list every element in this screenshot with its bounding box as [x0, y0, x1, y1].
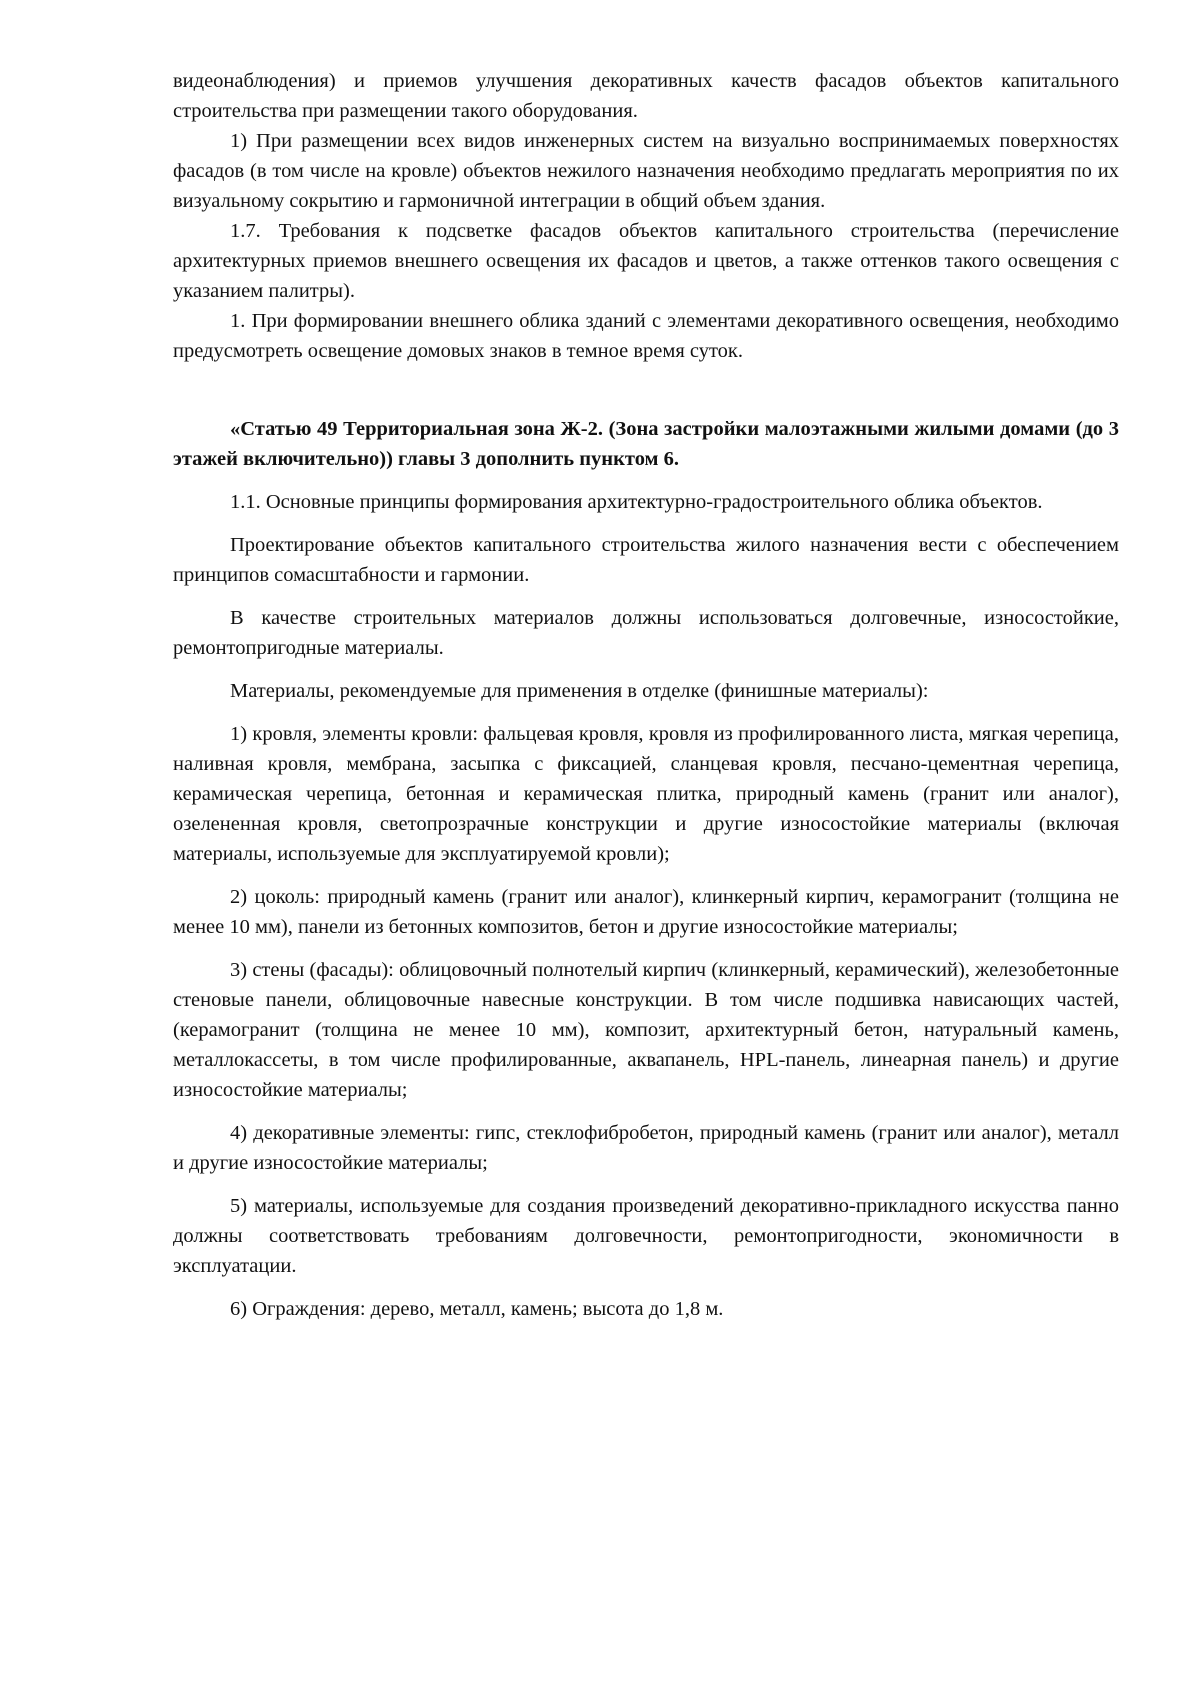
list-item-decorative-elements: 4) декоративные элементы: гипс, стеклофибробетон, природный камень (гранит или аналог), металл и другие износостойкие материалы;	[173, 1122, 1119, 1174]
paragraph-lighting-requirements: 1.7. Требования к подсветке фасадов объектов капитального строительства (перечисление архитектурных приемов внешнего освещения их фасадов и цветов, а также оттенков такого освещения с указанием палитры).	[173, 220, 1119, 302]
paragraph-intro-continuation: видеонаблюдения) и приемов улучшения декоративных качеств фасадов объектов капитального строительства при размещении такого оборудования.	[173, 70, 1119, 122]
paragraph-materials-intro: Материалы, рекомендуемые для применения в отделке (финишные материалы):	[230, 680, 929, 702]
list-item-plinth: 2) цоколь: природный камень (гранит или аналог), клинкерный кирпич, керамогранит (толщина не менее 10 мм), панели из бетонных композитов, бетон и другие износостойкие материалы;	[173, 886, 1119, 938]
paragraph-design: Проектирование объектов капитального строительства жилого назначения вести с обеспечением принципов сомасштабности и гармонии.	[173, 534, 1119, 586]
paragraph-engineering-systems: 1) При размещении всех видов инженерных систем на визуально воспринимаемых поверхностях фасадов (в том числе на кровле) объектов нежилого назначения необходимо предлагать мероприятия по их визуальному сокрытию и гармоничной интеграции в общий объем здания.	[173, 130, 1119, 212]
section-heading: «Статью 49 Территориальная зона Ж-2. (Зона застройки малоэтажными жилыми домами (до 3 этажей включительно)) главы 3 дополнить пунктом 6.	[173, 418, 1119, 470]
document-page	[173, 66, 1119, 1324]
paragraph-materials-quality: В качестве строительных материалов должны использоваться долговечные, износостойкие, ремонтопригодные материалы.	[173, 607, 1119, 659]
list-item-decorative-art: 5) материалы, используемые для создания произведений декоративно-прикладного искусства панно должны соответствовать требованиям долговечности, ремонтопригодности, экономичности в эксплуатации.	[173, 1195, 1119, 1277]
paragraph-decorative-lighting: 1. При формировании внешнего облика зданий с элементами декоративного освещения, необходимо предусмотреть освещение домовых знаков в темное время суток.	[173, 310, 1119, 362]
paragraph-principles: 1.1. Основные принципы формирования архитектурно-градостроительного облика объектов.	[230, 491, 1043, 513]
list-item-roof: 1) кровля, элементы кровли: фальцевая кровля, кровля из профилированного листа, мягкая черепица, наливная кровля, мембрана, засыпка с фиксацией, сланцевая кровля, песчано-цементная черепица, керамическая черепица, бетонная и керамическая плитка, природный камень (гранит или аналог), озелененная кровля, светопрозрачные конструкции и другие износостойкие материалы (включая материалы, используемые для эксплуатируемой кровли);	[173, 723, 1119, 865]
list-item-fences: 6) Ограждения: дерево, металл, камень; высота до 1,8 м.	[230, 1298, 724, 1320]
list-item-walls: 3) стены (фасады): облицовочный полнотелый кирпич (клинкерный, керамический), железобетонные стеновые панели, облицовочные навесные конструкции. В том числе подшивка нависающих частей, (керамогранит (толщина не менее 10 мм), композит, архитектурный бетон, натуральный камень, металлокассеты, в том числе профилированные, аквапанель, HPL-панель, линеарная панель) и другие износостойкие материалы;	[173, 959, 1119, 1101]
